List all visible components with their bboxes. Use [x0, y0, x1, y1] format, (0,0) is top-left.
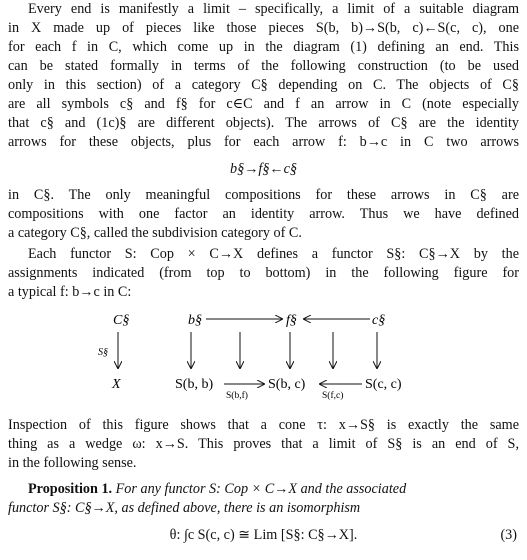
figure-top-f: f§ — [286, 313, 297, 328]
paragraph-3-line-3: a typical f: b→c in C: — [8, 284, 132, 300]
equation-3: θ: ∫c S(c, c) ≅ Lim [S§: C§→X]. — [169, 527, 358, 543]
paragraph-4-line-2: thing as a wedge ω: x→S. This proves that a limit of S§ is an end of S, — [8, 436, 519, 452]
figure-bottom-cc: S(c, c) — [365, 377, 402, 392]
proposition-line-1 — [28, 480, 519, 499]
figure-top-c: c§ — [372, 313, 386, 328]
paragraph-2-line-3: a category C§, called the subdivision category of C. — [8, 225, 302, 241]
paragraph-1-line-7: that c§ and (1c)§ are different objects). The arrows of C§ are the identity — [8, 115, 519, 131]
display-arrows: b§→f§←c§ — [230, 161, 297, 177]
paragraph-2-line-1: in C§. The only meaningful compositions for these arrows in C§ are — [8, 187, 519, 203]
figure-bottom-bb: S(b, b) — [175, 377, 214, 392]
paragraph-2-line-2: compositions with one factor an identity arrow. Thus we have defined — [8, 206, 519, 222]
paragraph-4-line-3: in the following sense. — [8, 455, 137, 471]
figure-label-fc: S(f,c) — [322, 391, 344, 401]
proposition-line-2: functor S§: C§→X, as defined above, there is an isomorphism — [8, 500, 361, 516]
paragraph-1-line-1: Every end is manifestly a limit – specifically, a limit of a suitable diagram — [28, 1, 519, 17]
proposition-title: Proposition 1. — [28, 481, 113, 497]
paragraph-1-line-4: can be stated formally in terms of the following construction (to be used — [8, 58, 519, 74]
paragraph-1-line-6: are all symbols c§ and f§ for c∈C and f an arrow in C (note especially — [8, 96, 519, 112]
figure-left-bottom: X — [112, 377, 121, 392]
paragraph-1-line-3: for each f in C, which come up in the diagram (1) defining an end. This — [8, 39, 519, 55]
figure-top-b: b§ — [188, 313, 202, 328]
paragraph-3-line-2: assignments indicated (from top to bottom) in the following figure for — [8, 265, 519, 281]
paragraph-4-line-1: Inspection of this figure shows that a cone τ: x→S§ is exactly the same — [8, 417, 519, 433]
figure-left-mid: S§ — [98, 347, 108, 358]
paragraph-3-line-1: Each functor S: Cop × C→X defines a functor S§: C§→X by the — [28, 246, 519, 262]
figure-bottom-bc: S(b, c) — [268, 377, 306, 392]
proposition-text-1: For any functor S: Cop × C→X and the associated — [115, 481, 407, 497]
paragraph-1-line-2: in X made up of pieces like those pieces S(b, b)→S(b, c)←S(c, c), one — [8, 20, 519, 36]
equation-number: (3) — [500, 527, 517, 543]
paragraph-1-line-8: arrows for these objects, plus for each arrow f: b→c in C two arrows — [8, 134, 519, 150]
paragraph-1-line-5: only in this section) of a category C§ depending on C. The objects of C§ — [8, 77, 519, 93]
figure-left-top: C§ — [113, 313, 130, 328]
subdivision-figure — [0, 310, 527, 410]
figure-label-bf: S(b,f) — [226, 391, 248, 401]
